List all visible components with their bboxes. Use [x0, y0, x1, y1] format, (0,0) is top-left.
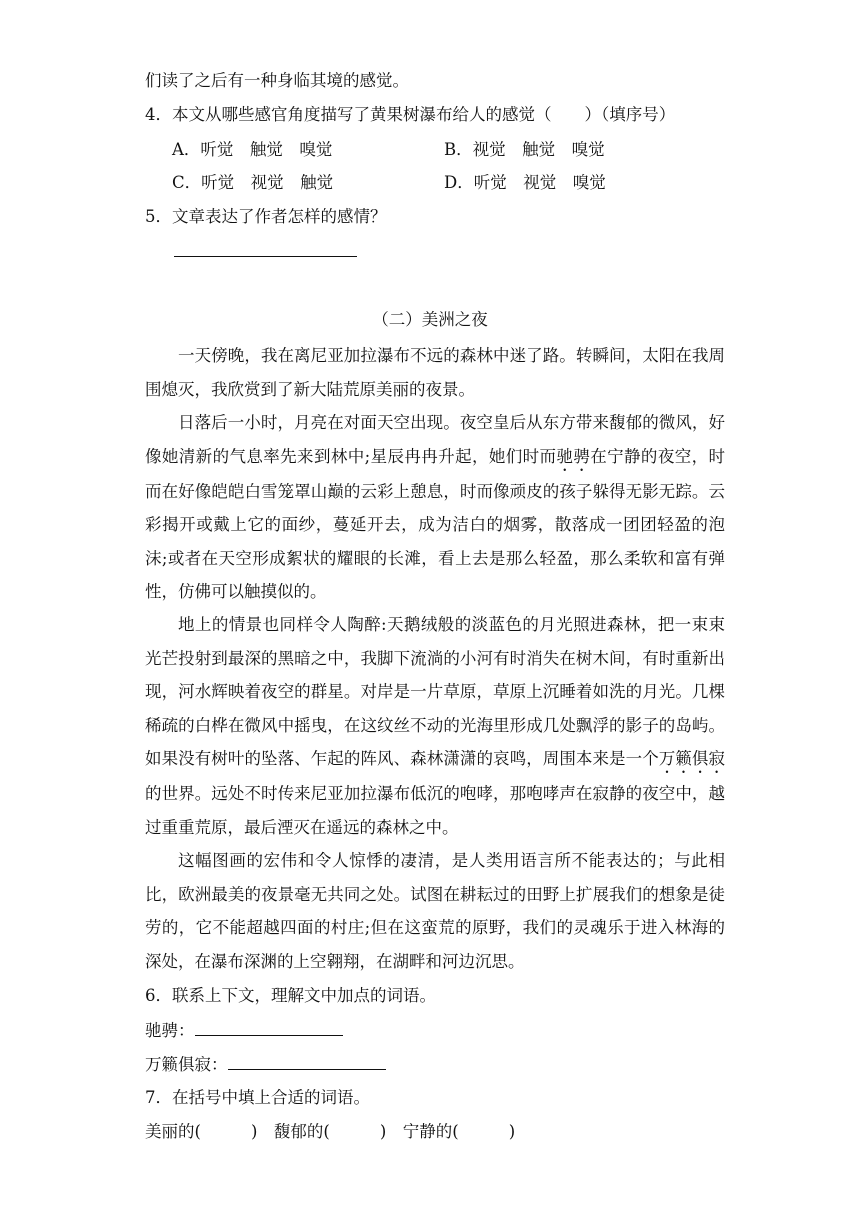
paragraph-4-text: 这幅图画的宏伟和令人惊悸的凄清，是人类用语言所不能表达的；与此相比，欧洲最美的夜景毫无共同之处。试图在耕耘过的田野上扩展我们的想象是徒劳的，它不能超越四面的村庄;但在这蛮荒的原野，我们的灵魂乐于进入林海的深处，在瀑布深渊的上空翱翔，在湖畔和河边沉思。: [145, 851, 725, 971]
q3-tail-text: 们读了之后有一种身临其境的感觉。: [145, 71, 409, 90]
q6-item-2-answer-line[interactable]: [228, 1053, 386, 1070]
paragraph-1: [145, 339, 725, 406]
q7-item-3-open: 宁静的(: [402, 1122, 459, 1141]
paragraph-1-text: 一天傍晚，我在离尼亚加拉瀑布不远的森林中迷了路。转瞬间，太阳在我周围熄灭，我欣赏到了新大陆荒原美丽的夜景。: [145, 346, 725, 399]
q7-item-2-open: 馥郁的(: [273, 1122, 330, 1141]
dotted-word-chicheng: 驰骋: [556, 446, 591, 466]
dotted-word-wanlaijuji: 万籁俱寂: [658, 749, 726, 769]
q5-stem: 5．文章表达了作者怎样的感情？: [145, 207, 387, 226]
paragraph-2-part-b: 在宁静的夜空，时而在好像皑皑白雪笼罩山巅的云彩上憩息，时而像顽皮的孩子躲得无影无踪。云彩揭开或戴上它的面纱，蔓延开去，成为洁白的烟雾，散落成一团团轻盈的泡沫;或者在天空形成絮状的耀眼的长滩，看上去是那么轻盈，那么柔软和富有弹性，仿佛可以触摸似的。: [145, 446, 726, 602]
q6-item-1: [145, 1019, 343, 1042]
q7-item-1-close: ): [250, 1122, 258, 1141]
q7-item-1-open: 美丽的(: [145, 1122, 201, 1141]
paragraph-4: [145, 844, 725, 978]
q6-item-2: [145, 1053, 386, 1076]
q7-item-2-close: ): [379, 1122, 387, 1141]
q4-stem: 4．本文从哪些感官角度描写了黄果树瀑布给人的感觉（ ）（填序号）: [145, 105, 676, 124]
q4-option-d: D．听觉 视觉 嗅觉: [444, 173, 606, 192]
q4-option-a: A．听觉 触觉 嗅觉: [172, 140, 333, 159]
q5-answer-line[interactable]: [174, 240, 357, 257]
paragraph-3-part-b: 的世界。远处不时传来尼亚加拉瀑布低沉的咆哮，那咆哮声在寂静的夜空中，越过重重荒原，最后湮灭在遥远的森林之中。: [145, 784, 725, 837]
paragraph-3-text: [145, 608, 725, 845]
q7-stem: 7．在括号中填上合适的词语。: [145, 1088, 370, 1107]
q6-item-1-label: 驰骋：: [145, 1021, 195, 1040]
passage-title: （二）美洲之夜: [372, 310, 488, 329]
q6-item-2-label: 万籁俱寂：: [145, 1055, 228, 1074]
paragraph-2: [145, 406, 725, 609]
q4-option-c: C．听觉 视觉 触觉: [172, 173, 334, 192]
paragraph-2-text: [145, 406, 725, 609]
paragraph-3: [145, 608, 725, 845]
q6-stem: 6．联系上下文，理解文中加点的词语。: [145, 986, 436, 1005]
q7-items: [145, 1121, 515, 1143]
q4-option-b: B．视觉 触觉 嗅觉: [444, 140, 605, 159]
paragraph-3-part-a: 地上的情景也同样令人陶醉:天鹅绒般的淡蓝色的月光照进森林，把一束束光芒投射到最深的黑暗之中，我脚下流淌的小河有时消失在树木间，有时重新出现，河水辉映着夜空的群星。对岸是一片草原，草原上沉睡着如洗的月光。几棵稀疏的白桦在微风中摇曳，在这纹丝不动的光海里形成几处飘浮的影子的岛屿。如果没有树叶的坠落、乍起的阵风、森林潇潇的哀鸣，周围本来是一个: [145, 615, 725, 769]
q6-item-1-answer-line[interactable]: [195, 1019, 343, 1036]
q7-item-3-close: ): [508, 1122, 516, 1141]
paragraph-2-part-a: 日落后一小时，月亮在对面天空出现。夜空皇后从东方带来馥郁的微风，好像她清新的气息率先来到林中;星辰冉冉升起，她们时而: [145, 413, 725, 466]
